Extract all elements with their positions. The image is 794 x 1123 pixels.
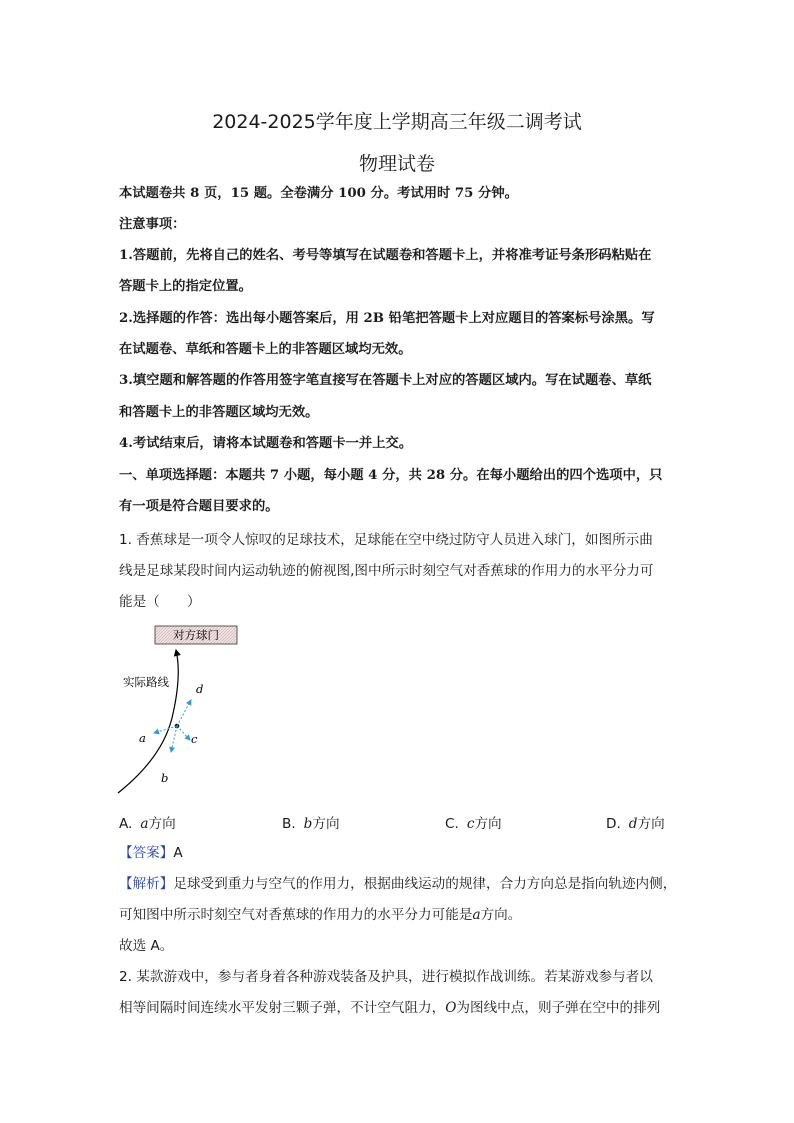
notes-heading: 注意事项： xyxy=(119,217,186,232)
trajectory-curve xyxy=(118,650,178,793)
option-c: C. c方向 xyxy=(445,816,502,832)
note-3-line-2: 和答题卡上的非答题区域均无效。 xyxy=(119,405,319,420)
label-a: a xyxy=(139,731,146,745)
option-a: A. a方向 xyxy=(119,816,176,832)
q1-stem-line-1: 1. 香蕉球是一项令人惊叹的足球技术，足球能在空中绕过防守人员进入球门，如图所示曲 xyxy=(119,532,653,548)
exam-title: 2024-2025学年度上学期高三年级二调考试 xyxy=(212,111,582,133)
arrow-d xyxy=(177,700,191,726)
q1-answer xyxy=(119,845,679,861)
q1-stem-line-2: 线是足球某段时间内运动轨迹的俯视图,图中所示时刻空气对香蕉球的作用力的水平分力可 xyxy=(119,563,654,579)
note-2-line-1: 2.选择题的作答：选出每小题答案后，用 2B 铅笔把答题卡上对应题目的答案标号涂黑。写 xyxy=(119,311,655,326)
q1-figure xyxy=(110,618,250,798)
label-d: d xyxy=(196,682,204,696)
analysis-tag: 【解析】 xyxy=(119,876,174,892)
q1-conclusion: 故选 A。 xyxy=(119,938,174,954)
note-1-line-1: 1.答题前，先将自己的姓名、考号等填写在试题卷和答题卡上，并将准考证号条形码粘贴在 xyxy=(119,248,652,263)
arrow-b xyxy=(171,726,177,752)
section-1-heading-line-2: 有一项是符合题目要求的。 xyxy=(119,499,279,514)
option-b: B. b方向 xyxy=(282,816,340,832)
arrow-c xyxy=(177,726,190,740)
q1-analysis-line-2: 可知图中所示时刻空气对香蕉球的作用力的水平分力可能是a方向。 xyxy=(119,907,522,923)
q1-analysis-line-1: 【解析】足球受到重力与空气的作用力，根据曲线运动的规律，合力方向总是指向轨迹内侧， xyxy=(119,876,677,892)
label-c: c xyxy=(191,732,198,746)
label-b: b xyxy=(161,771,169,785)
section-1-heading-line-1: 一、单项选择题：本题共 7 小题，每小题 4 分，共 28 分。在每小题给出的四个选项中，只 xyxy=(119,468,663,483)
intro-summary: 本试题卷共 8 页，15 题。全卷满分 100 分。考试用时 75 分钟。 xyxy=(119,186,518,201)
q2-stem-line-1: 2. 某款游戏中，参与者身着各种游戏装备及护具，进行模拟作战训练。若某游戏参与者以 xyxy=(119,969,653,985)
option-d: D. d方向 xyxy=(606,816,665,832)
q1-stem-line-3: 能是（ ） xyxy=(119,594,201,610)
note-1-line-2: 答题卡上的指定位置。 xyxy=(119,279,252,294)
path-label: 实际路线 xyxy=(123,675,169,689)
answer-value: A xyxy=(173,845,183,861)
q2-stem-line-2: 相等间隔时间连续水平发射三颗子弹，不计空气阻力，O为图线中点，则子弹在空中的排列 xyxy=(119,1000,661,1016)
note-4: 4.考试结束后，请将本试题卷和答题卡一并上交。 xyxy=(119,436,413,451)
exam-subtitle: 物理试卷 xyxy=(358,153,435,175)
goal-label: 对方球门 xyxy=(173,628,219,642)
note-2-line-2: 在试题卷、草纸和答题卡上的非答题区域均无效。 xyxy=(119,342,412,357)
note-3-line-1: 3.填空题和解答题的作答用签字笔直接写在答题卡上对应的答题区域内。写在试题卷、草纸 xyxy=(119,373,652,388)
answer-tag: 【答案】 xyxy=(119,845,174,861)
arrow-a xyxy=(154,726,177,733)
